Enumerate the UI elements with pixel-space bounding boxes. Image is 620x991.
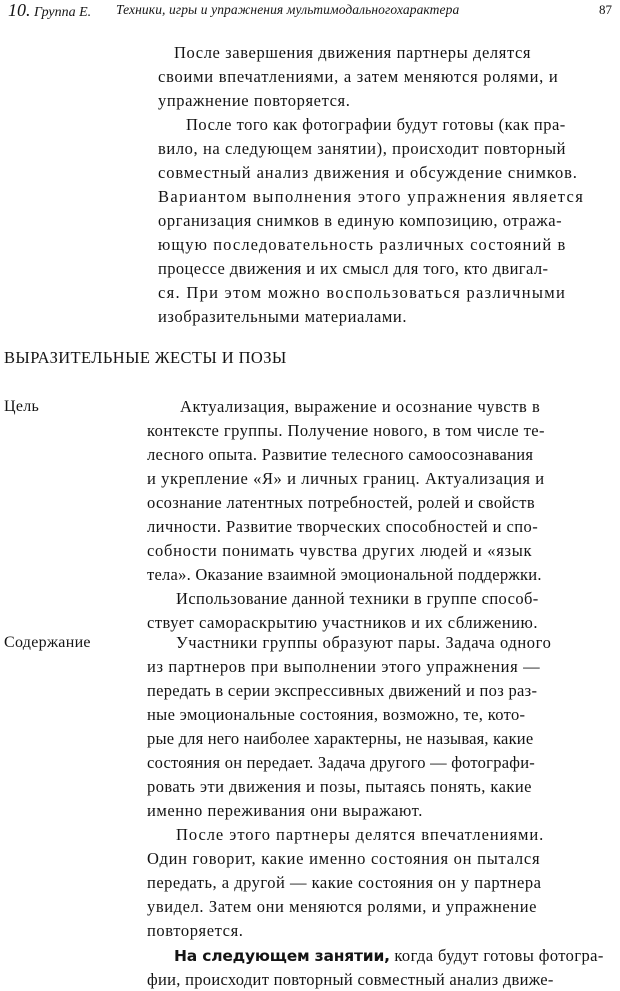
content-label: Содержание bbox=[4, 634, 91, 651]
text-line: личности. Развитие творческих способностей и спо- bbox=[147, 517, 539, 536]
text-line: фии, происходит повторный совместный анализ движе- bbox=[147, 970, 554, 989]
goal-label: Цель bbox=[4, 398, 40, 415]
text-line: и укрепление «Я» и личных границ. Актуализация и bbox=[147, 469, 545, 488]
text-line: вило, на следующем занятии), происходит повторный bbox=[158, 139, 567, 158]
text-line: После того как фотографии будут готовы (как пра- bbox=[186, 115, 566, 134]
text-line: изобразительными материалами. bbox=[158, 307, 408, 326]
text-line: Вариантом выполнения этого упражнения является bbox=[158, 187, 585, 206]
text-line: своими впечатлениями, а затем меняются ролями, и bbox=[158, 67, 559, 86]
text-line: После этого партнеры делятся впечатлениями. bbox=[176, 825, 545, 844]
text-line: совместный анализ движения и обсуждение снимков. bbox=[158, 163, 578, 182]
text-line: из партнеров при выполнении этого упражнения — bbox=[147, 657, 541, 676]
text-line: Актуализация, выражение и осознание чувств в bbox=[180, 397, 541, 416]
text-line: передать в серии экспрессивных движений и поз раз- bbox=[147, 681, 538, 700]
text-line: контексте группы. Получение нового, в том числе те- bbox=[147, 421, 545, 440]
text-line: Один говорит, какие именно состояния он пытался bbox=[147, 849, 541, 868]
text-line: ные эмоциональные состояния, возможно, те, кото- bbox=[147, 705, 526, 724]
text-line: лесного опыта. Развитие телесного самоосознавания bbox=[147, 445, 534, 464]
text-line: состояния он передает. Задача другого — фотографи- bbox=[147, 753, 536, 772]
text-line: увидел. Затем они меняются ролями, и упражнение bbox=[147, 897, 538, 916]
text-line: После завершения движения партнеры делятся bbox=[174, 43, 532, 62]
text-line: ровать эти движения и позы, пытаясь понять, какие bbox=[147, 777, 532, 796]
text-line: процессе движения и их смысл для того, кто двигал- bbox=[158, 259, 549, 278]
text-line: Использование данной техники в группе способ- bbox=[176, 589, 539, 608]
section-heading: ВЫРАЗИТЕЛЬНЫЕ ЖЕСТЫ И ПОЗЫ bbox=[4, 348, 287, 367]
running-header bbox=[8, 0, 612, 22]
text-line: рые для него наиболее характерны, не называя, какие bbox=[147, 729, 534, 748]
text-line: Участники группы образуют пары. Задача одного bbox=[176, 633, 552, 652]
text-line: организация снимков в единую композицию, отража- bbox=[158, 211, 563, 230]
running-title: Техники, игры и упражнения мультимодальногохарактера bbox=[116, 2, 460, 17]
chapter-number: 10. bbox=[8, 0, 31, 20]
text-line: повторяется. bbox=[147, 921, 244, 940]
text-line: ющую последовательность различных состояний в bbox=[158, 235, 567, 254]
text-line: упражнение повторяется. bbox=[158, 91, 351, 110]
lead-continuation: когда будут готовы фотогра- bbox=[389, 946, 604, 965]
bold-lead-phrase: На следующем занятии, bbox=[174, 947, 390, 965]
text-line bbox=[174, 945, 604, 967]
text-line: собности понимать чувства других людей и «язык bbox=[147, 541, 533, 560]
text-line: передать, а другой — какие состояния он у партнера bbox=[147, 873, 542, 892]
text-line: осознание латентных потребностей, ролей и свойств bbox=[147, 493, 535, 512]
chapter-group: Группа Е. bbox=[34, 5, 92, 20]
text-line: ствует самораскрытию участников и их сближению. bbox=[147, 613, 538, 632]
chapter-label bbox=[8, 0, 91, 21]
text-line: тела». Оказание взаимной эмоциональной поддержки. bbox=[147, 565, 542, 584]
text-line: ся. При этом можно воспользоваться различными bbox=[158, 283, 567, 302]
text-line: именно переживания они выражают. bbox=[147, 801, 423, 820]
page-number: 87 bbox=[599, 2, 612, 17]
